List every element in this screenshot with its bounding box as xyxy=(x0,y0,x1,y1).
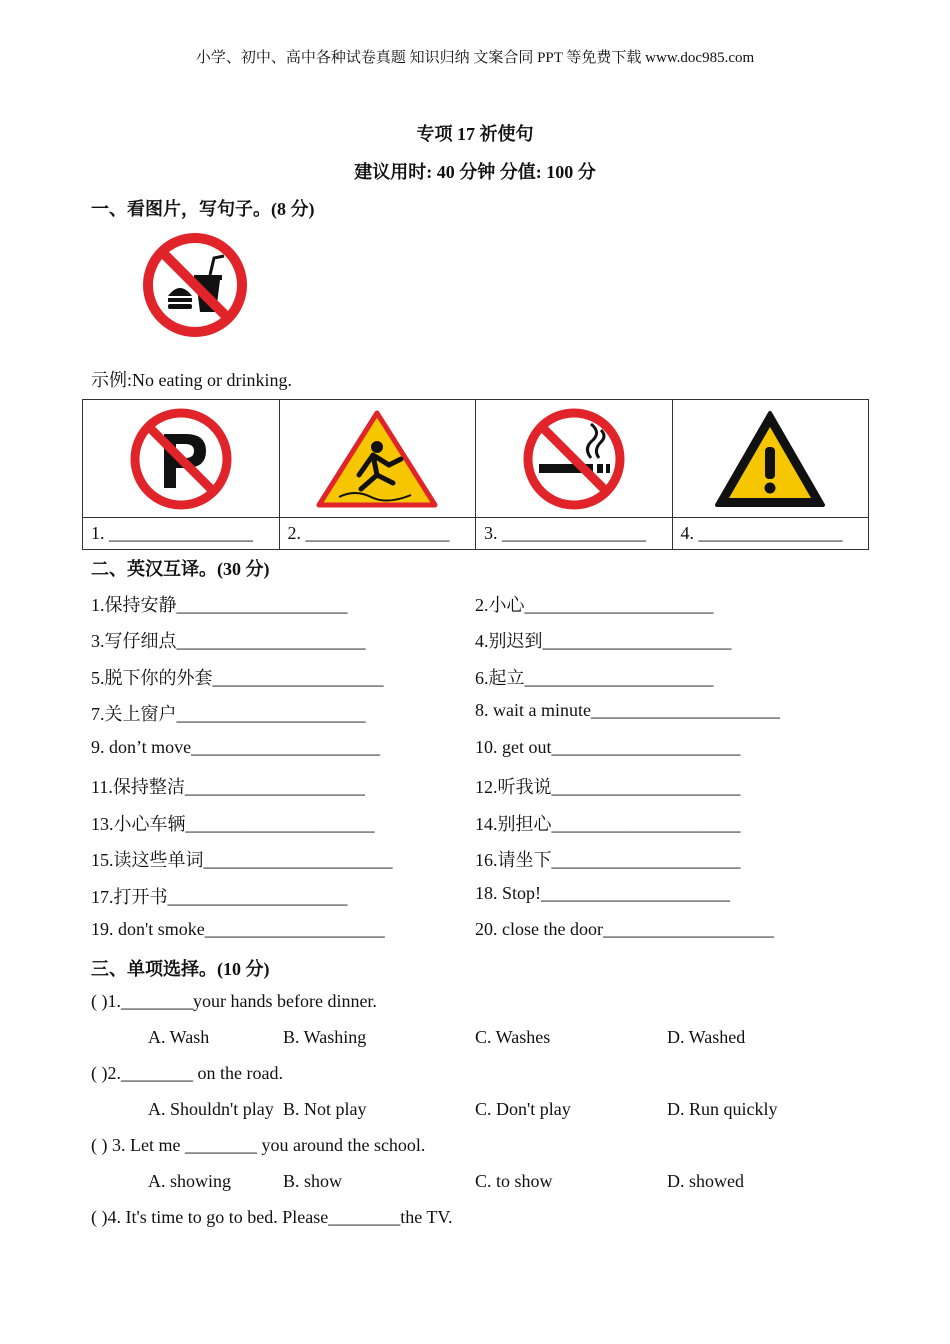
translation-item[interactable]: 17.打开书____________________ xyxy=(91,887,348,907)
answer-blank-2[interactable]: 2. ________________ xyxy=(279,518,476,550)
section2-heading: 二、英汉互译。(30 分) xyxy=(91,559,270,579)
option-d[interactable]: D. Run quickly xyxy=(667,1099,778,1119)
no-eating-drinking-icon xyxy=(140,230,250,340)
option-b[interactable]: B. Washing xyxy=(283,1027,367,1047)
option-a[interactable]: A. showing xyxy=(148,1171,232,1191)
no-smoking-icon xyxy=(521,406,627,512)
option-a[interactable]: A. Wash xyxy=(148,1027,210,1047)
sign-cell xyxy=(83,400,280,518)
sign-cell xyxy=(279,400,476,518)
translation-item[interactable]: 20. close the door___________________ xyxy=(475,919,774,939)
option-c[interactable]: C. Washes xyxy=(475,1027,551,1047)
translation-item[interactable]: 6.起立_____________________ xyxy=(475,668,714,688)
sign-cell xyxy=(476,400,673,518)
question-stem: ( )4. It's time to go to bed. Please________the TV. xyxy=(91,1207,453,1227)
no-parking-icon xyxy=(128,406,234,512)
section3-heading: 三、单项选择。(10 分) xyxy=(91,959,270,979)
translation-item[interactable]: 10. get out_____________________ xyxy=(475,737,741,757)
answer-blank-4[interactable]: 4. ________________ xyxy=(672,518,869,550)
answer-blank-1[interactable]: 1. ________________ xyxy=(83,518,280,550)
translation-item[interactable]: 1.保持安静___________________ xyxy=(91,595,348,615)
option-d[interactable]: D. Washed xyxy=(667,1027,746,1047)
slippery-floor-icon xyxy=(315,409,439,509)
question-stem: ( ) 3. Let me ________ you around the school. xyxy=(91,1135,426,1155)
translation-item[interactable]: 8. wait a minute_____________________ xyxy=(475,700,780,720)
option-d[interactable]: D. showed xyxy=(667,1171,744,1191)
question-stem: ( )1.________your hands before dinner. xyxy=(91,991,377,1011)
translation-item[interactable]: 5.脱下你的外套___________________ xyxy=(91,668,384,688)
option-a[interactable]: A. Shouldn't play xyxy=(148,1099,274,1119)
question-stem: ( )2.________ on the road. xyxy=(91,1063,283,1083)
translation-item[interactable]: 15.读这些单词_____________________ xyxy=(91,850,393,870)
option-c[interactable]: C. Don't play xyxy=(475,1099,571,1119)
option-c[interactable]: C. to show xyxy=(475,1171,553,1191)
translation-item[interactable]: 14.别担心_____________________ xyxy=(475,814,741,834)
sign-cell xyxy=(672,400,869,518)
signs-table xyxy=(82,399,869,550)
warning-icon xyxy=(713,409,827,509)
translation-item[interactable]: 3.写仔细点_____________________ xyxy=(91,631,366,651)
example-sentence: 示例:No eating or drinking. xyxy=(91,370,292,390)
translation-item[interactable]: 18. Stop!_____________________ xyxy=(475,883,731,903)
translation-item[interactable]: 7.关上窗户_____________________ xyxy=(91,704,366,724)
option-b[interactable]: B. Not play xyxy=(283,1099,367,1119)
translation-item[interactable]: 4.别迟到_____________________ xyxy=(475,631,732,651)
answer-blank-3[interactable]: 3. ________________ xyxy=(476,518,673,550)
page-title: 专项 17 祈使句 xyxy=(416,124,534,144)
option-b[interactable]: B. show xyxy=(283,1171,343,1191)
translation-item[interactable]: 11.保持整洁____________________ xyxy=(91,777,365,797)
translation-item[interactable]: 12.听我说_____________________ xyxy=(475,777,741,797)
translation-item[interactable]: 19. don't smoke____________________ xyxy=(91,919,385,939)
translation-item[interactable]: 2.小心_____________________ xyxy=(475,595,714,615)
translation-item[interactable]: 16.请坐下_____________________ xyxy=(475,850,741,870)
section1-heading: 一、看图片，写句子。(8 分) xyxy=(91,199,315,219)
translation-item[interactable]: 13.小心车辆_____________________ xyxy=(91,814,375,834)
page-subtitle: 建议用时: 40 分钟 分值: 100 分 xyxy=(354,162,596,182)
page-header: 小学、初中、高中各种试卷真题 知识归纳 文案合同 PPT 等免费下载 www.doc985.com xyxy=(195,50,755,66)
translation-item[interactable]: 9. don’t move_____________________ xyxy=(91,737,381,757)
